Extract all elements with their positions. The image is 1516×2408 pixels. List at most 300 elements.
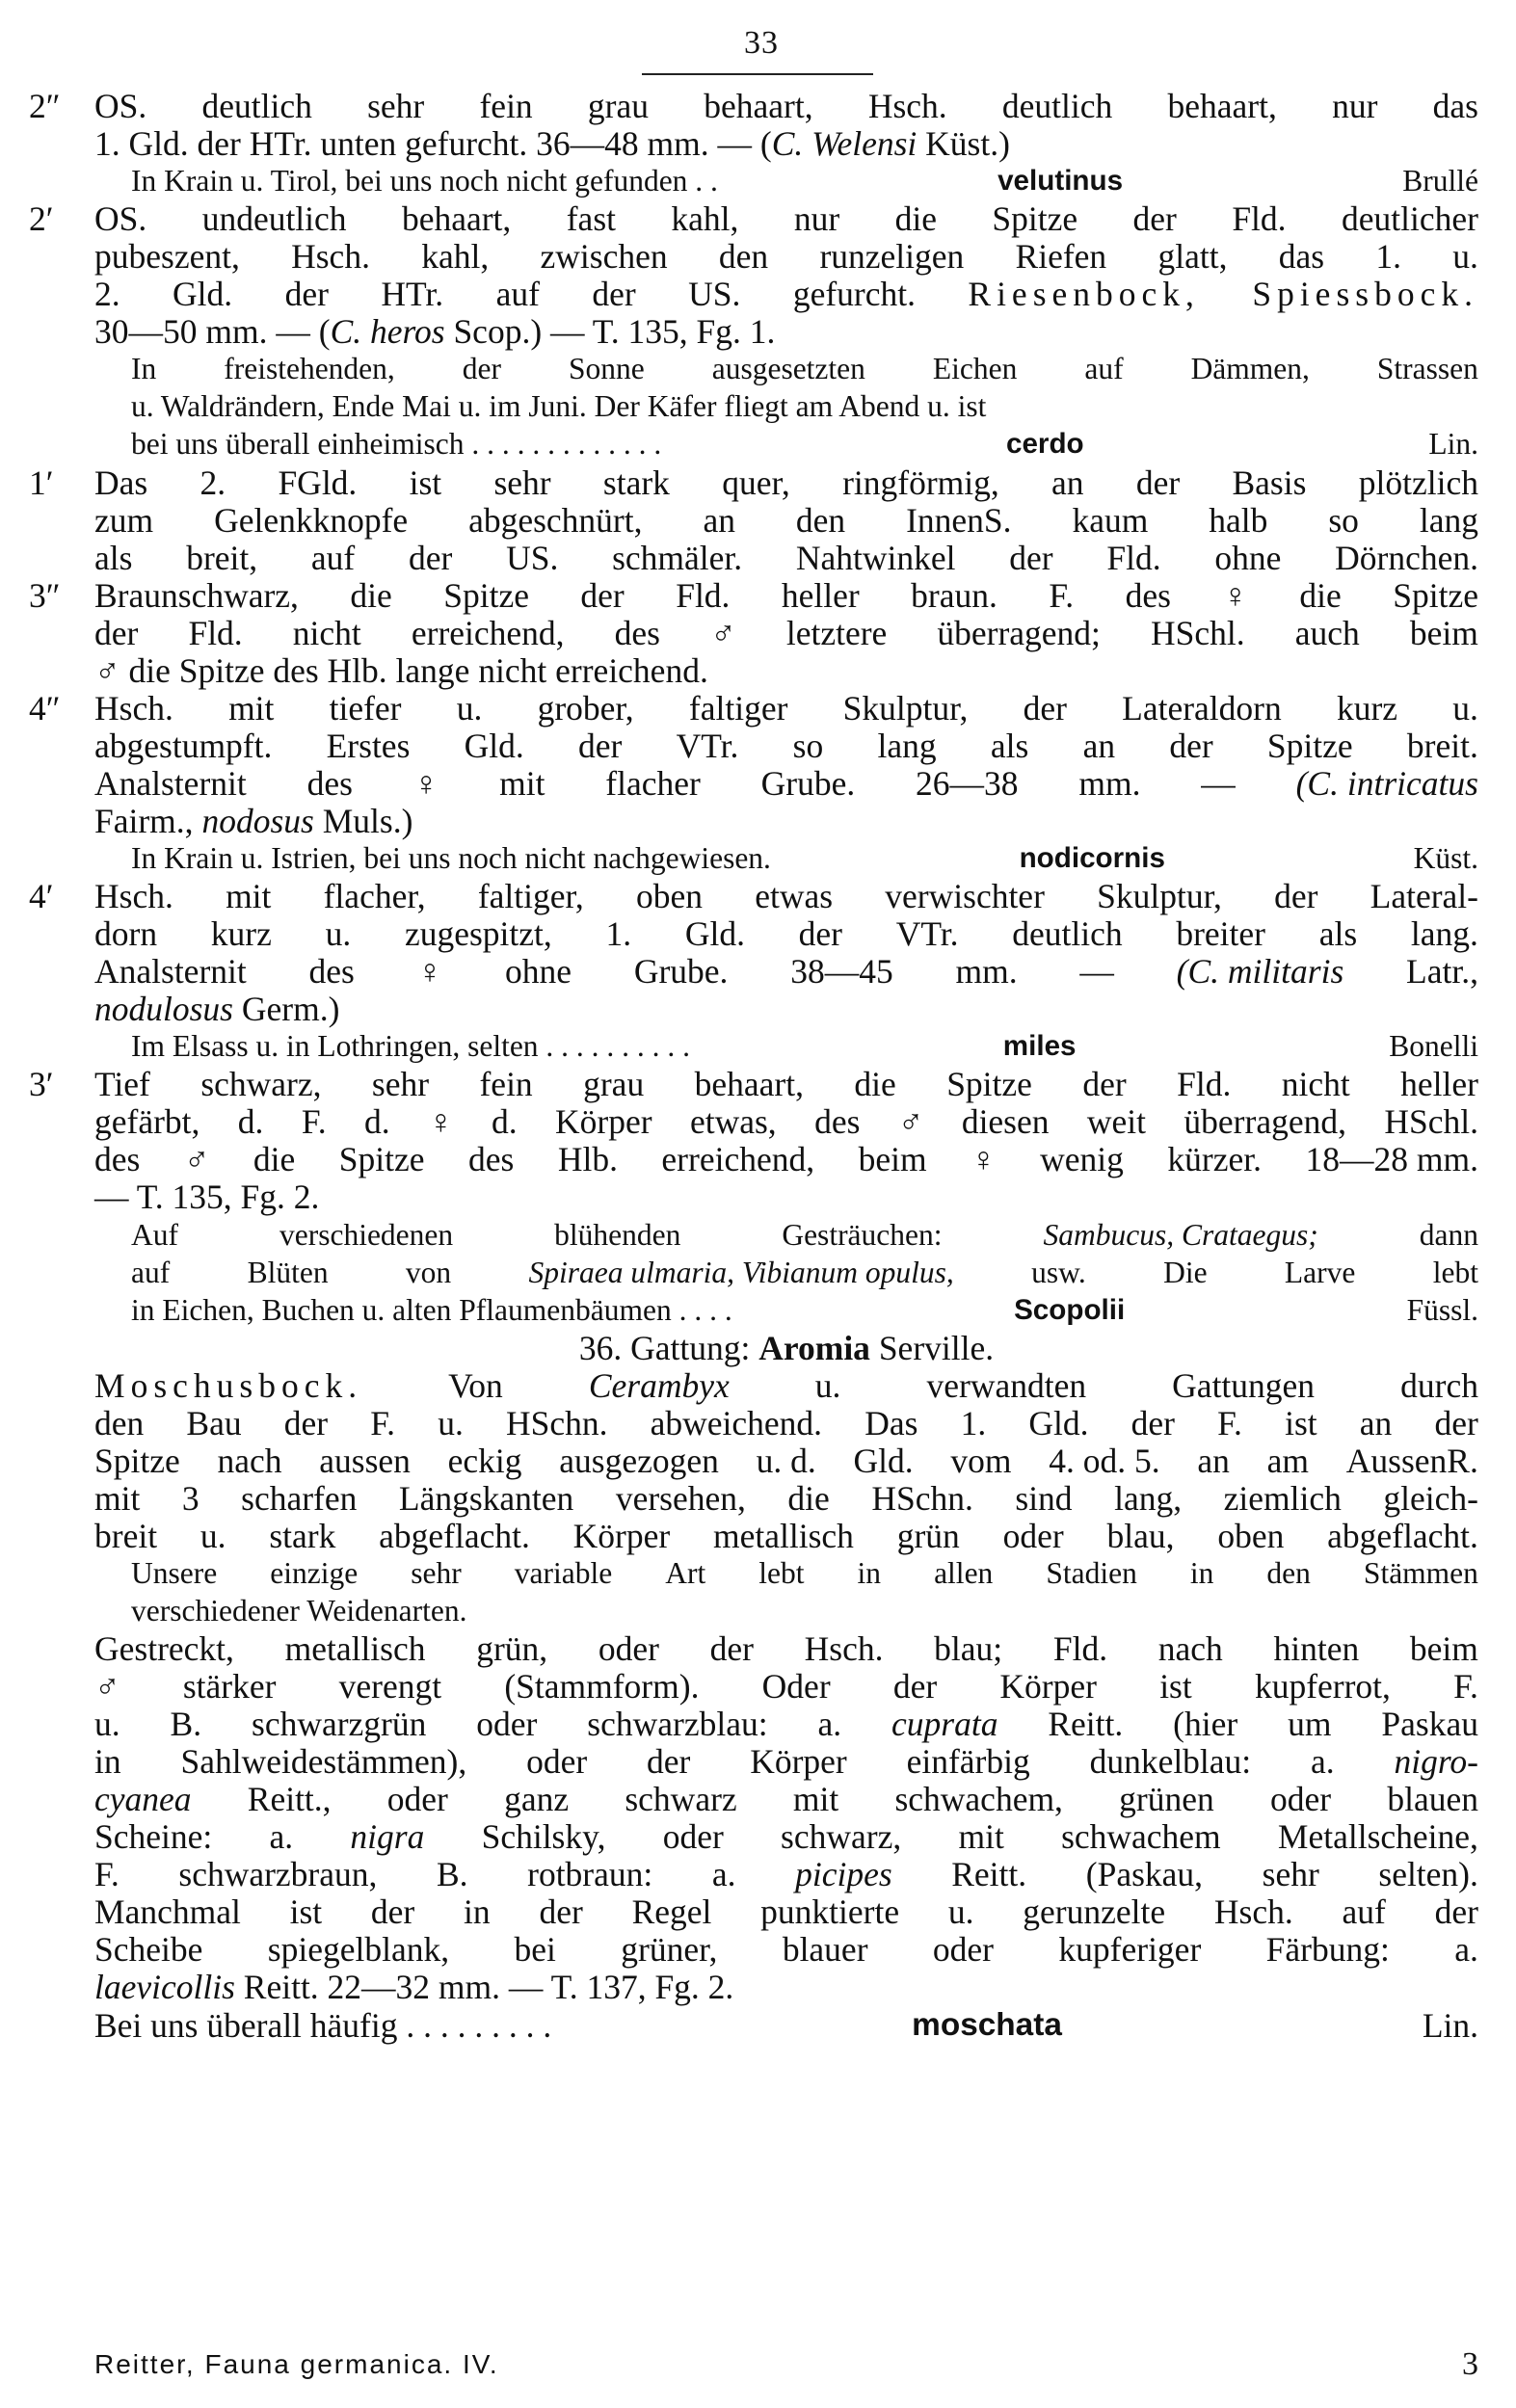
footer-citation: Reitter, Fauna germanica. IV.	[94, 2349, 499, 2379]
text-run: Larve	[1284, 1256, 1356, 1289]
text-run: 1. Gld. der HTr. unten gefurcht. 36—48 mm. — (	[94, 124, 772, 163]
text-run: Eichen	[932, 352, 1018, 385]
text-line	[131, 1216, 1478, 1255]
couplet-key: 1′	[29, 463, 54, 502]
text-run: InnenS.	[906, 501, 1012, 540]
text-run: ist	[409, 463, 442, 502]
text-run: wenig	[1040, 1140, 1124, 1178]
text-run: verschiedener Weidenarten.	[131, 1594, 467, 1627]
text-run: der	[283, 1404, 329, 1442]
text-run: ♀	[428, 1102, 454, 1141]
text-run: sehr	[411, 1556, 462, 1590]
text-run: (C. intricatus	[1295, 764, 1478, 803]
text-run: Blüten	[247, 1256, 329, 1289]
text-run: ausgezogen	[559, 1442, 719, 1480]
text-run: ♂	[897, 1102, 924, 1141]
species-name: velutinus	[997, 165, 1124, 197]
text-run: heller	[781, 576, 860, 615]
text-run: Gelenkknopfe	[214, 501, 409, 540]
text-line	[94, 1892, 1478, 1931]
text-run: Skulptur,	[842, 689, 969, 728]
text-line	[131, 350, 1478, 388]
text-line	[94, 1780, 1478, 1818]
text-run: ganz	[504, 1780, 570, 1818]
text-run: den	[795, 501, 846, 540]
text-run: so	[792, 727, 824, 765]
text-run: undeutlich	[201, 199, 347, 238]
text-run: Im Elsass u. in Lothringen, selten . . . . . . . . . .	[131, 1029, 691, 1063]
text-run: lebt	[758, 1556, 805, 1590]
text-run: US.	[688, 275, 741, 313]
text-line	[94, 539, 1478, 577]
text-run: lang.	[1410, 914, 1478, 953]
text-run: Analsternit	[94, 952, 247, 991]
couplet-key: 2′	[29, 199, 54, 238]
text-run: in	[94, 1742, 121, 1781]
text-run: verschiedenen	[279, 1218, 454, 1252]
species-name: Scopolii	[1014, 1294, 1126, 1326]
text-run: Lateral-	[1370, 877, 1478, 915]
text-run: Gld.	[173, 275, 233, 313]
text-run: verwischter	[885, 877, 1045, 915]
text-run: oben	[1217, 1517, 1285, 1555]
text-run: bei	[514, 1930, 556, 1969]
text-run: u.	[947, 1892, 974, 1931]
text-run: Cerambyx	[588, 1366, 730, 1405]
text-run: auf	[131, 1256, 171, 1289]
text-run: nigro-	[1394, 1742, 1478, 1781]
text-run: die	[350, 576, 392, 615]
text-run: d.	[492, 1102, 518, 1141]
text-run: Reitt.	[1048, 1705, 1124, 1743]
text-run: Muls.)	[313, 802, 413, 840]
text-run: deutlich	[201, 87, 312, 125]
text-line	[94, 1629, 1478, 1668]
text-run: grünen	[1119, 1780, 1214, 1818]
text-run: an	[703, 501, 735, 540]
text-run: lang	[877, 727, 937, 765]
text-run: so	[1328, 501, 1359, 540]
text-run: dorn	[94, 914, 158, 953]
text-run: variable	[514, 1556, 613, 1590]
text-run: F.	[1049, 576, 1075, 615]
text-run: Hsch.	[1213, 1892, 1293, 1931]
text-run: die	[894, 199, 937, 238]
text-run: u.	[456, 689, 483, 728]
text-run: der	[580, 576, 625, 615]
text-run: u.	[438, 1404, 464, 1442]
text-run: Körper	[572, 1517, 671, 1555]
text-run: u.	[1452, 237, 1478, 276]
text-run: einfärbig	[906, 1742, 1030, 1781]
text-run: mm.	[955, 952, 1018, 991]
text-run: der	[892, 1667, 938, 1706]
text-run: Gesträuchen:	[782, 1218, 943, 1252]
text-run: Gld.	[853, 1442, 914, 1480]
text-run: allen	[934, 1556, 994, 1590]
text-run: Gld.	[464, 727, 524, 765]
text-run: 2.	[199, 463, 226, 502]
text-run: Füssl.	[1406, 1293, 1478, 1327]
text-run: Spitze	[338, 1140, 425, 1178]
text-run: kurz	[210, 914, 272, 953]
text-run: des	[94, 1140, 141, 1178]
text-run: Grube.	[633, 952, 729, 991]
text-run: am	[1266, 1442, 1310, 1480]
text-run: Das	[864, 1404, 918, 1442]
text-run: grün,	[476, 1629, 548, 1668]
text-run: des	[614, 614, 660, 652]
text-run: oben	[636, 877, 704, 915]
text-line	[94, 764, 1478, 803]
text-run: HSchn.	[505, 1404, 608, 1442]
text-run: der	[284, 275, 329, 313]
text-run: blau;	[934, 1629, 1003, 1668]
text-run: a.	[1454, 1930, 1478, 1969]
text-line	[94, 1329, 1478, 1367]
text-run: kürzer.	[1167, 1140, 1262, 1178]
text-run: Gld.	[1028, 1404, 1089, 1442]
species-name: cerdo	[1006, 428, 1084, 460]
text-run: stärker	[182, 1667, 277, 1706]
text-run: Moschusbock.	[94, 1366, 363, 1405]
text-run: Basis	[1232, 463, 1307, 502]
text-line	[94, 1366, 1478, 1405]
text-run: selten).	[1378, 1855, 1478, 1893]
text-run: (Stammform).	[504, 1667, 700, 1706]
text-run: der	[1169, 727, 1213, 765]
text-run: Scheibe	[94, 1930, 203, 1969]
text-line	[94, 1065, 1478, 1103]
text-run: Spitze	[992, 199, 1078, 238]
text-run: usw.	[1031, 1256, 1086, 1289]
text-run: US.	[506, 539, 559, 577]
text-run: Hsch.	[94, 877, 173, 915]
text-run: Körper	[999, 1667, 1097, 1706]
text-run: die	[787, 1479, 830, 1518]
text-run: Lin.	[1428, 427, 1478, 461]
text-run: lang,	[1114, 1479, 1183, 1518]
text-run: des	[1125, 576, 1171, 615]
text-run: blühenden	[554, 1218, 681, 1252]
text-run: überragend,	[1184, 1102, 1346, 1141]
text-run: verwandten	[926, 1366, 1087, 1405]
text-run: ringförmig,	[842, 463, 999, 502]
text-run: an	[1359, 1404, 1393, 1442]
text-line	[94, 1140, 1478, 1178]
text-run: Dämmen,	[1190, 352, 1310, 385]
text-run: in	[857, 1556, 882, 1590]
text-run: Spitze	[1266, 727, 1353, 765]
text-run: lang	[1419, 501, 1478, 540]
text-run: der	[1434, 1404, 1478, 1442]
text-run: des	[814, 1102, 861, 1141]
text-run: ♂	[183, 1140, 210, 1178]
text-run: Spitze	[94, 1442, 180, 1480]
text-run: mit	[958, 1817, 1004, 1856]
species-name: moschata	[912, 2007, 1062, 2043]
text-run: Lin.	[1422, 2006, 1478, 2045]
text-run: Spiessbock.	[1252, 275, 1478, 313]
text-run: grüner,	[621, 1930, 718, 1969]
text-run: C. heros	[330, 312, 445, 351]
text-run: gerunzelte	[1023, 1892, 1166, 1931]
text-run: der	[370, 1892, 415, 1931]
text-run: cuprata	[891, 1705, 998, 1743]
text-run: nach	[1157, 1629, 1223, 1668]
text-run: sehr	[367, 87, 425, 125]
text-run: ♀	[1222, 576, 1248, 615]
text-run: vom	[950, 1442, 1012, 1480]
text-run: flacher	[605, 764, 701, 803]
text-run: Fld.	[1052, 1629, 1108, 1668]
text-run: sehr	[493, 463, 551, 502]
text-run: breit,	[186, 539, 258, 577]
text-run: abgeflacht.	[379, 1517, 530, 1555]
text-run: an	[1197, 1442, 1230, 1480]
text-line	[131, 1254, 1478, 1292]
text-line	[131, 387, 1478, 426]
text-run: Scop.) — T. 135, Fg. 1.	[444, 312, 776, 351]
couplet-key: 2″	[29, 87, 61, 125]
text-run: nodosus	[201, 802, 314, 840]
text-run: fein	[479, 1065, 533, 1103]
text-line	[94, 651, 1478, 690]
text-run: deutlich	[1001, 87, 1113, 125]
text-run: nicht	[292, 614, 361, 652]
text-line	[131, 425, 1478, 463]
text-run: Körper	[750, 1742, 847, 1781]
text-run: der	[1023, 689, 1067, 728]
text-run: ist	[1159, 1667, 1192, 1706]
text-run: Erstes	[326, 727, 411, 765]
text-run: deutlich	[1012, 914, 1123, 953]
text-run: Hsch.	[867, 87, 947, 125]
text-run: breit.	[1406, 727, 1478, 765]
text-run: schwarzbraun,	[178, 1855, 378, 1893]
text-line	[94, 501, 1478, 540]
text-line	[94, 275, 1478, 313]
text-run: sehr	[1262, 1855, 1319, 1893]
text-run: ♀	[971, 1140, 997, 1178]
text-run: Manchmal	[94, 1892, 241, 1931]
text-run: Hsch.	[804, 1629, 884, 1668]
text-run: flacher,	[323, 877, 426, 915]
text-run: versehen,	[615, 1479, 746, 1518]
text-run: auf	[495, 275, 540, 313]
text-run: u. d.	[756, 1442, 816, 1480]
text-run: aussen	[319, 1442, 411, 1480]
text-run: an	[1082, 727, 1116, 765]
text-run: picipes	[795, 1855, 892, 1893]
text-run: breiter	[1176, 914, 1265, 953]
text-run: ♂	[710, 614, 736, 652]
text-run: überragend;	[937, 614, 1101, 652]
text-run: halb	[1209, 501, 1268, 540]
text-run: Hlb.	[557, 1140, 618, 1178]
text-run: behaart,	[694, 1065, 804, 1103]
text-run: runzeligen	[819, 237, 965, 276]
text-run: schwarz,	[200, 1065, 322, 1103]
text-run: fein	[479, 87, 533, 125]
text-run: mit	[228, 689, 275, 728]
text-run: ohne	[1214, 539, 1282, 577]
text-run: die	[854, 1065, 896, 1103]
text-run: bei uns überall einheimisch . . . . . . . . . . . . .	[131, 427, 662, 461]
text-run: behaart,	[704, 87, 813, 125]
text-line	[94, 1705, 1478, 1743]
text-run: (hier	[1173, 1705, 1238, 1743]
text-run: etwas,	[689, 1102, 777, 1141]
text-run: 30—50 mm. — (	[94, 312, 331, 351]
text-run: auf	[1084, 352, 1124, 385]
text-run: die	[253, 1140, 296, 1178]
text-run: glatt,	[1157, 237, 1228, 276]
text-run: dunkelblau:	[1089, 1742, 1252, 1781]
text-run: F.	[1217, 1404, 1242, 1442]
text-run: das	[1432, 87, 1478, 125]
text-run: der	[94, 614, 139, 652]
text-run: F.	[370, 1404, 396, 1442]
text-line	[94, 1404, 1478, 1442]
text-run: schmäler.	[612, 539, 743, 577]
text-run: F.	[301, 1102, 327, 1141]
text-run: abgestumpft.	[94, 727, 273, 765]
text-run: 38—45	[790, 952, 893, 991]
text-run: sehr	[371, 1065, 430, 1103]
text-run: AussenR.	[1345, 1442, 1478, 1480]
text-run: quer,	[722, 463, 790, 502]
text-run: einzige	[270, 1556, 359, 1590]
text-run: Die	[1163, 1256, 1208, 1289]
text-run: oder	[1270, 1780, 1332, 1818]
text-run: der	[647, 1742, 691, 1781]
text-run: Paskau	[1381, 1705, 1478, 1743]
text-run: grober,	[537, 689, 634, 728]
text-run: F.	[94, 1855, 120, 1893]
couplet-key: 4″	[29, 689, 61, 728]
text-run: ♂	[94, 1667, 120, 1706]
header-rule	[642, 73, 873, 75]
text-run: diesen	[961, 1102, 1050, 1141]
text-line	[94, 576, 1478, 615]
text-run: auf	[310, 539, 356, 577]
text-run: beim	[1409, 1629, 1478, 1668]
text-run: u. Waldrändern, Ende Mai u. im Juni. Der Käfer fliegt am Abend u. ist	[131, 389, 987, 423]
text-run: kahl,	[671, 199, 739, 238]
text-run: der	[578, 727, 623, 765]
text-run: Fld.	[1106, 539, 1161, 577]
text-line	[94, 1178, 1478, 1216]
text-run: der	[1009, 539, 1053, 577]
text-run: —	[1201, 764, 1236, 803]
text-line	[94, 124, 1478, 163]
text-run: behaart,	[401, 199, 512, 238]
text-run: etwas	[755, 877, 834, 915]
text-run: 36. Gattung:	[578, 1329, 759, 1367]
page-number: 33	[744, 25, 779, 61]
text-run: blauer	[782, 1930, 868, 1969]
text-run: mit	[94, 1479, 141, 1518]
text-run: Bau	[186, 1404, 242, 1442]
text-line	[94, 1442, 1478, 1480]
text-run: freistehenden,	[224, 352, 395, 385]
text-run: mit	[792, 1780, 839, 1818]
footer-sheet-number: 3	[1462, 2346, 1478, 2382]
text-run: schwachem	[1061, 1817, 1221, 1856]
text-run: der	[1135, 463, 1181, 502]
text-run: metallisch	[284, 1629, 426, 1668]
text-run: Sahlweidestämmen),	[180, 1742, 467, 1781]
text-run: Reitt. 22—32 mm. — T. 137, Fg. 2.	[234, 1968, 734, 2006]
text-run: Bei uns überall häufig . . . . . . . . .	[94, 2006, 552, 2045]
species-name: nodicornis	[1019, 842, 1165, 874]
text-run: heller	[1400, 1065, 1478, 1103]
text-run: der	[1082, 1065, 1127, 1103]
text-run: ist	[1285, 1404, 1317, 1442]
text-line	[94, 877, 1478, 915]
text-line	[131, 1592, 1478, 1630]
text-run: HTr.	[381, 275, 444, 313]
text-run: F.	[1453, 1667, 1478, 1706]
text-run: eckig	[447, 1442, 522, 1480]
text-run: dann	[1419, 1218, 1478, 1252]
text-line	[94, 237, 1478, 276]
text-run: schwachem,	[894, 1780, 1063, 1818]
text-run: mit	[226, 877, 272, 915]
text-run: nicht	[1281, 1065, 1350, 1103]
text-line	[94, 2006, 1478, 2045]
text-run: —	[1079, 952, 1114, 991]
text-run: Tief	[94, 1065, 150, 1103]
text-run: Färbung:	[1265, 1930, 1390, 1969]
couplet-key: 4′	[29, 877, 54, 915]
text-run: der	[1434, 1892, 1478, 1931]
text-run: d.	[237, 1102, 264, 1141]
text-run: In Krain u. Tirol, bei uns noch nicht gefunden . .	[131, 164, 718, 198]
text-run: Art	[665, 1556, 706, 1590]
text-run: oder	[526, 1742, 588, 1781]
text-run: als	[1318, 914, 1358, 953]
text-line	[94, 1479, 1478, 1518]
text-run: das	[1278, 237, 1325, 276]
text-run: HSchl.	[1151, 614, 1245, 652]
text-line	[131, 1027, 1478, 1066]
text-run: kurz	[1336, 689, 1398, 728]
text-run: erreichend,	[411, 614, 565, 652]
text-run: Reitt.	[951, 1855, 1027, 1893]
text-run: In Krain u. Istrien, bei uns noch nicht nachgewiesen.	[131, 841, 771, 875]
text-run: In	[131, 352, 157, 385]
text-run: der	[1274, 877, 1318, 915]
text-run: Fld.	[1232, 199, 1287, 238]
text-run: ziemlich	[1223, 1479, 1342, 1518]
text-line	[94, 1930, 1478, 1969]
text-run: schwarz,	[781, 1817, 902, 1856]
text-run: u.	[325, 914, 352, 953]
text-run: Spitze	[946, 1065, 1032, 1103]
text-run: Skulptur,	[1097, 877, 1222, 915]
text-line	[94, 1102, 1478, 1141]
text-run: 1.	[605, 914, 632, 953]
text-run: oder	[598, 1629, 659, 1668]
text-run: — T. 135, Fg. 2.	[94, 1178, 320, 1216]
text-run: als	[94, 539, 133, 577]
text-run: FGld.	[278, 463, 358, 502]
text-run: a.	[269, 1817, 294, 1856]
text-line	[131, 1291, 1478, 1330]
text-run: laevicollis	[94, 1968, 235, 2006]
